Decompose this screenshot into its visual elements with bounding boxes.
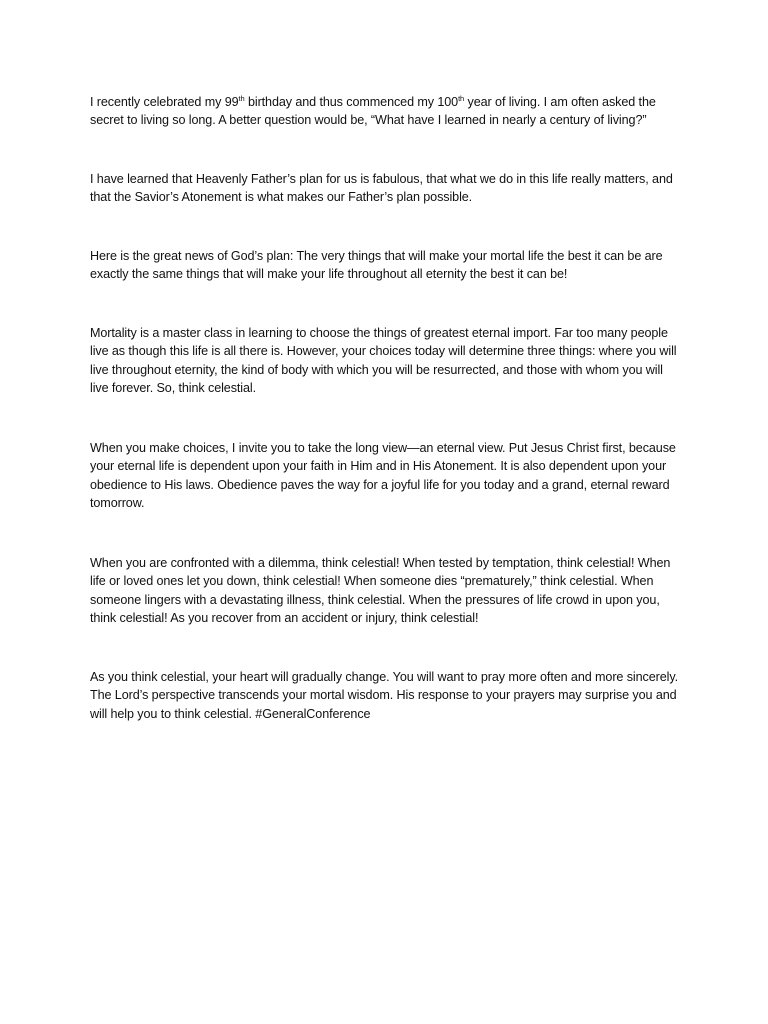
paragraph-learned: I have learned that Heavenly Father’s plan for us is fabulous, that what we do in this life really matters, and that the Savior’s Atonement is what makes our Father’s plan possible.	[90, 172, 673, 205]
paragraph-birthday-text-a: I recently celebrated my 99	[90, 95, 239, 109]
paragraph-heart-change: As you think celestial, your heart will gradually change. You will want to pray more often and more sincerely. The Lord’s perspective transcends your mortal wisdom. His response to your prayers may surprise you and will help you to think celestial. #GeneralConference	[90, 670, 678, 721]
paragraph-birthday-text-b: birthday and thus commenced my 100	[244, 95, 459, 109]
paragraph-birthday	[90, 93, 680, 130]
ordinal-suffix-100: th	[458, 94, 465, 103]
ordinal-suffix-99: th	[238, 94, 245, 103]
paragraph-great-news: Here is the great news of God’s plan: The very things that will make your mortal life the best it can be are exactly the same things that will make your life throughout all eternity the best it can be!	[90, 249, 663, 282]
paragraph-birthday-text-c: year of living. I am often asked the secret to living so long. A better question would be, “What have I learned in nearly a century of living?”	[90, 95, 656, 128]
paragraph-think-celestial: When you are confronted with a dilemma, think celestial! When tested by temptation, think celestial! When life or loved ones let you down, think celestial! When someone dies “prematurely,” think celestial. When someone lingers with a devastating illness, think celestial. When the pressures of life crowd in upon you, think celestial! As you recover from an accident or injury, think celestial!	[90, 556, 671, 626]
paragraph-mortality: Mortality is a master class in learning to choose the things of greatest eternal import. Far too many people live as though this life is all there is. However, your choices today will determine three things: where you will live throughout eternity, the kind of body with which you will be resurrected, and those with whom you will live forever. So, think celestial.	[90, 326, 677, 396]
paragraph-choices: When you make choices, I invite you to take the long view—an eternal view. Put Jesus Christ first, because your eternal life is dependent upon your faith in Him and in His Atonement. It is also dependent upon your obedience to His laws. Obedience paves the way for a joyful life for you today and a grand, eternal reward tomorrow.	[90, 441, 676, 511]
